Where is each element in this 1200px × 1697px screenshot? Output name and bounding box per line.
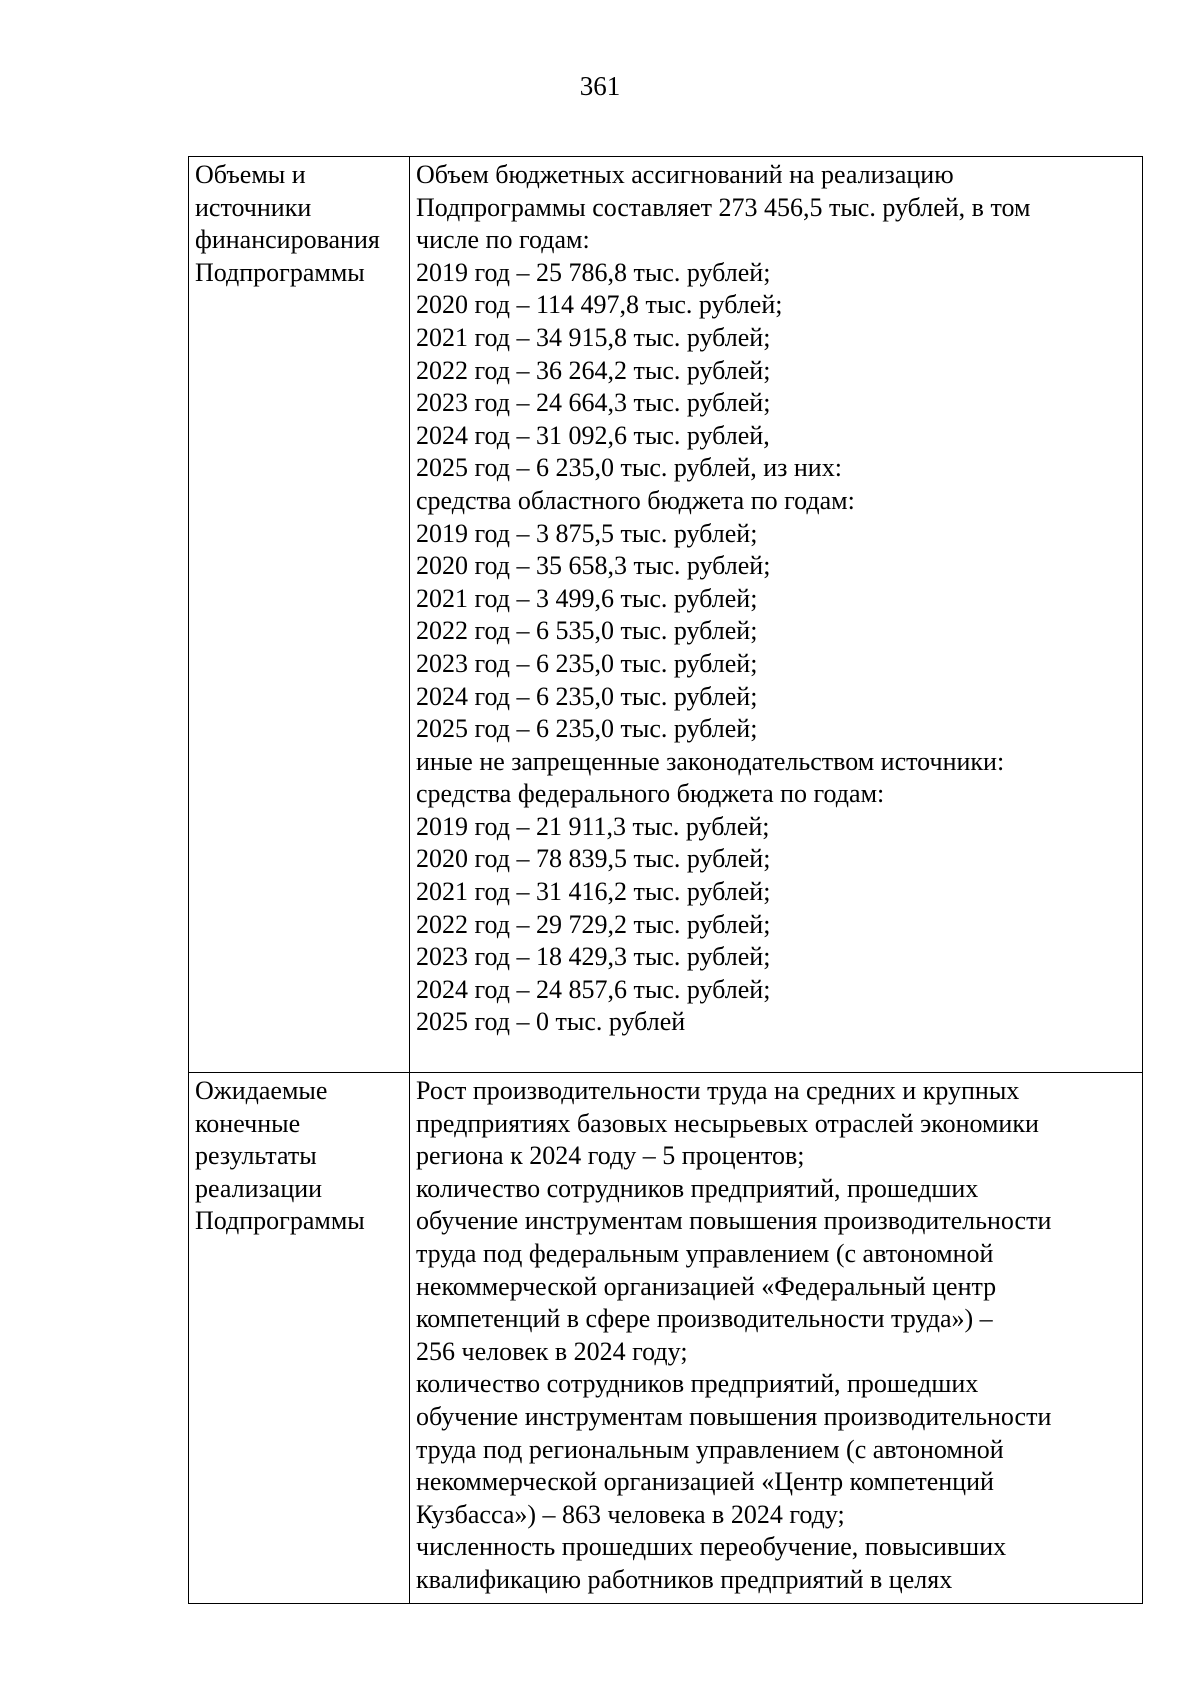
funding-text-line: 2025 год – 6 235,0 тыс. рублей; — [416, 714, 758, 744]
funding-label-line: источники — [195, 192, 312, 222]
funding-text-line: 2024 год – 6 235,0 тыс. рублей; — [416, 681, 758, 711]
results-label-line: Подпрограммы — [195, 1206, 365, 1236]
funding-text-line: 2020 год – 35 658,3 тыс. рублей; — [416, 551, 771, 581]
funding-label-line: Объемы и — [195, 160, 306, 189]
results-text-line: некоммерческой организацией «Центр компетенций — [416, 1467, 994, 1497]
funding-content-cell — [410, 157, 1143, 1073]
funding-text-line: 2021 год – 3 499,6 тыс. рублей; — [416, 583, 758, 613]
results-text-line: Рост производительности труда на средних и крупных — [416, 1076, 1020, 1105]
funding-label-line: Подпрограммы — [195, 257, 365, 287]
passport-table — [188, 156, 1143, 1604]
results-text-line: обучение инструментам повышения производительности — [416, 1206, 1052, 1236]
results-text-line: обучение инструментам повышения производительности — [416, 1401, 1052, 1431]
funding-text-line: 2024 год – 24 857,6 тыс. рублей; — [416, 974, 771, 1004]
funding-text-line: 2022 год – 29 729,2 тыс. рублей; — [416, 909, 771, 939]
funding-text-line: 2020 год – 78 839,5 тыс. рублей; — [416, 844, 771, 874]
funding-text-line: 2021 год – 31 416,2 тыс. рублей; — [416, 877, 771, 907]
funding-text-line: числе по годам: — [416, 225, 590, 255]
results-text-line: численность прошедших переобучение, повысивших — [416, 1532, 1007, 1562]
funding-text-line: Подпрограммы составляет 273 456,5 тыс. рублей, в том — [416, 192, 1031, 222]
results-text-line: предприятиях базовых несырьевых отраслей экономики — [416, 1108, 1039, 1138]
table-row-funding — [189, 157, 1143, 1073]
funding-text-line: 2021 год – 34 915,8 тыс. рублей; — [416, 322, 771, 352]
results-text-line: 256 человек в 2024 году; — [416, 1336, 688, 1366]
funding-text-line: Объем бюджетных ассигнований на реализацию — [416, 160, 954, 189]
funding-text-line: 2022 год – 6 535,0 тыс. рублей; — [416, 616, 758, 646]
funding-text-line: средства федерального бюджета по годам: — [416, 779, 885, 809]
funding-text-line: 2020 год – 114 497,8 тыс. рублей; — [416, 290, 783, 320]
table-row-results — [189, 1073, 1143, 1604]
results-text-line: труда под федеральным управлением (с автономной — [416, 1238, 994, 1268]
results-label-cell — [189, 1073, 410, 1604]
results-label-line: результаты — [195, 1141, 317, 1171]
funding-text-line: 2023 год – 18 429,3 тыс. рублей; — [416, 942, 771, 972]
funding-text-line: 2019 год – 25 786,8 тыс. рублей; — [416, 257, 771, 287]
results-label-line: реализации — [195, 1173, 323, 1203]
results-text-line: труда под региональным управлением (с автономной — [416, 1434, 1004, 1464]
funding-text-line: средства областного бюджета по годам: — [416, 485, 855, 515]
funding-text-line: 2023 год – 6 235,0 тыс. рублей; — [416, 648, 758, 678]
page-number: 361 — [579, 71, 621, 101]
funding-text-line: 2023 год – 24 664,3 тыс. рублей; — [416, 388, 771, 418]
funding-text-line: 2025 год – 0 тыс. рублей — [416, 1007, 686, 1037]
results-text-line: региона к 2024 году – 5 процентов; — [416, 1141, 805, 1171]
funding-text-line: 2025 год – 6 235,0 тыс. рублей, из них: — [416, 453, 842, 483]
results-content-cell — [410, 1073, 1143, 1604]
funding-label-cell — [189, 157, 410, 1073]
results-label-line: конечные — [195, 1108, 301, 1138]
funding-label-line: финансирования — [195, 225, 380, 255]
results-text-line: Кузбасса») – 863 человека в 2024 году; — [416, 1499, 845, 1529]
funding-text-line: 2024 год – 31 092,6 тыс. рублей, — [416, 420, 770, 450]
funding-text-line: иные не запрещенные законодательством источники: — [416, 746, 1005, 776]
results-text-line: компетенций в сфере производительности труда») – — [416, 1304, 993, 1334]
results-label-line: Ожидаемые — [195, 1076, 328, 1105]
results-text-line: количество сотрудников предприятий, прошедших — [416, 1173, 979, 1203]
results-text-line: некоммерческой организацией «Федеральный центр — [416, 1271, 997, 1301]
funding-text-line: 2019 год – 3 875,5 тыс. рублей; — [416, 518, 758, 548]
results-text-line: количество сотрудников предприятий, прошедших — [416, 1369, 979, 1399]
results-text-line: квалификацию работников предприятий в целях — [416, 1564, 953, 1594]
funding-text-line: 2019 год – 21 911,3 тыс. рублей; — [416, 811, 770, 841]
funding-text-line: 2022 год – 36 264,2 тыс. рублей; — [416, 355, 771, 385]
